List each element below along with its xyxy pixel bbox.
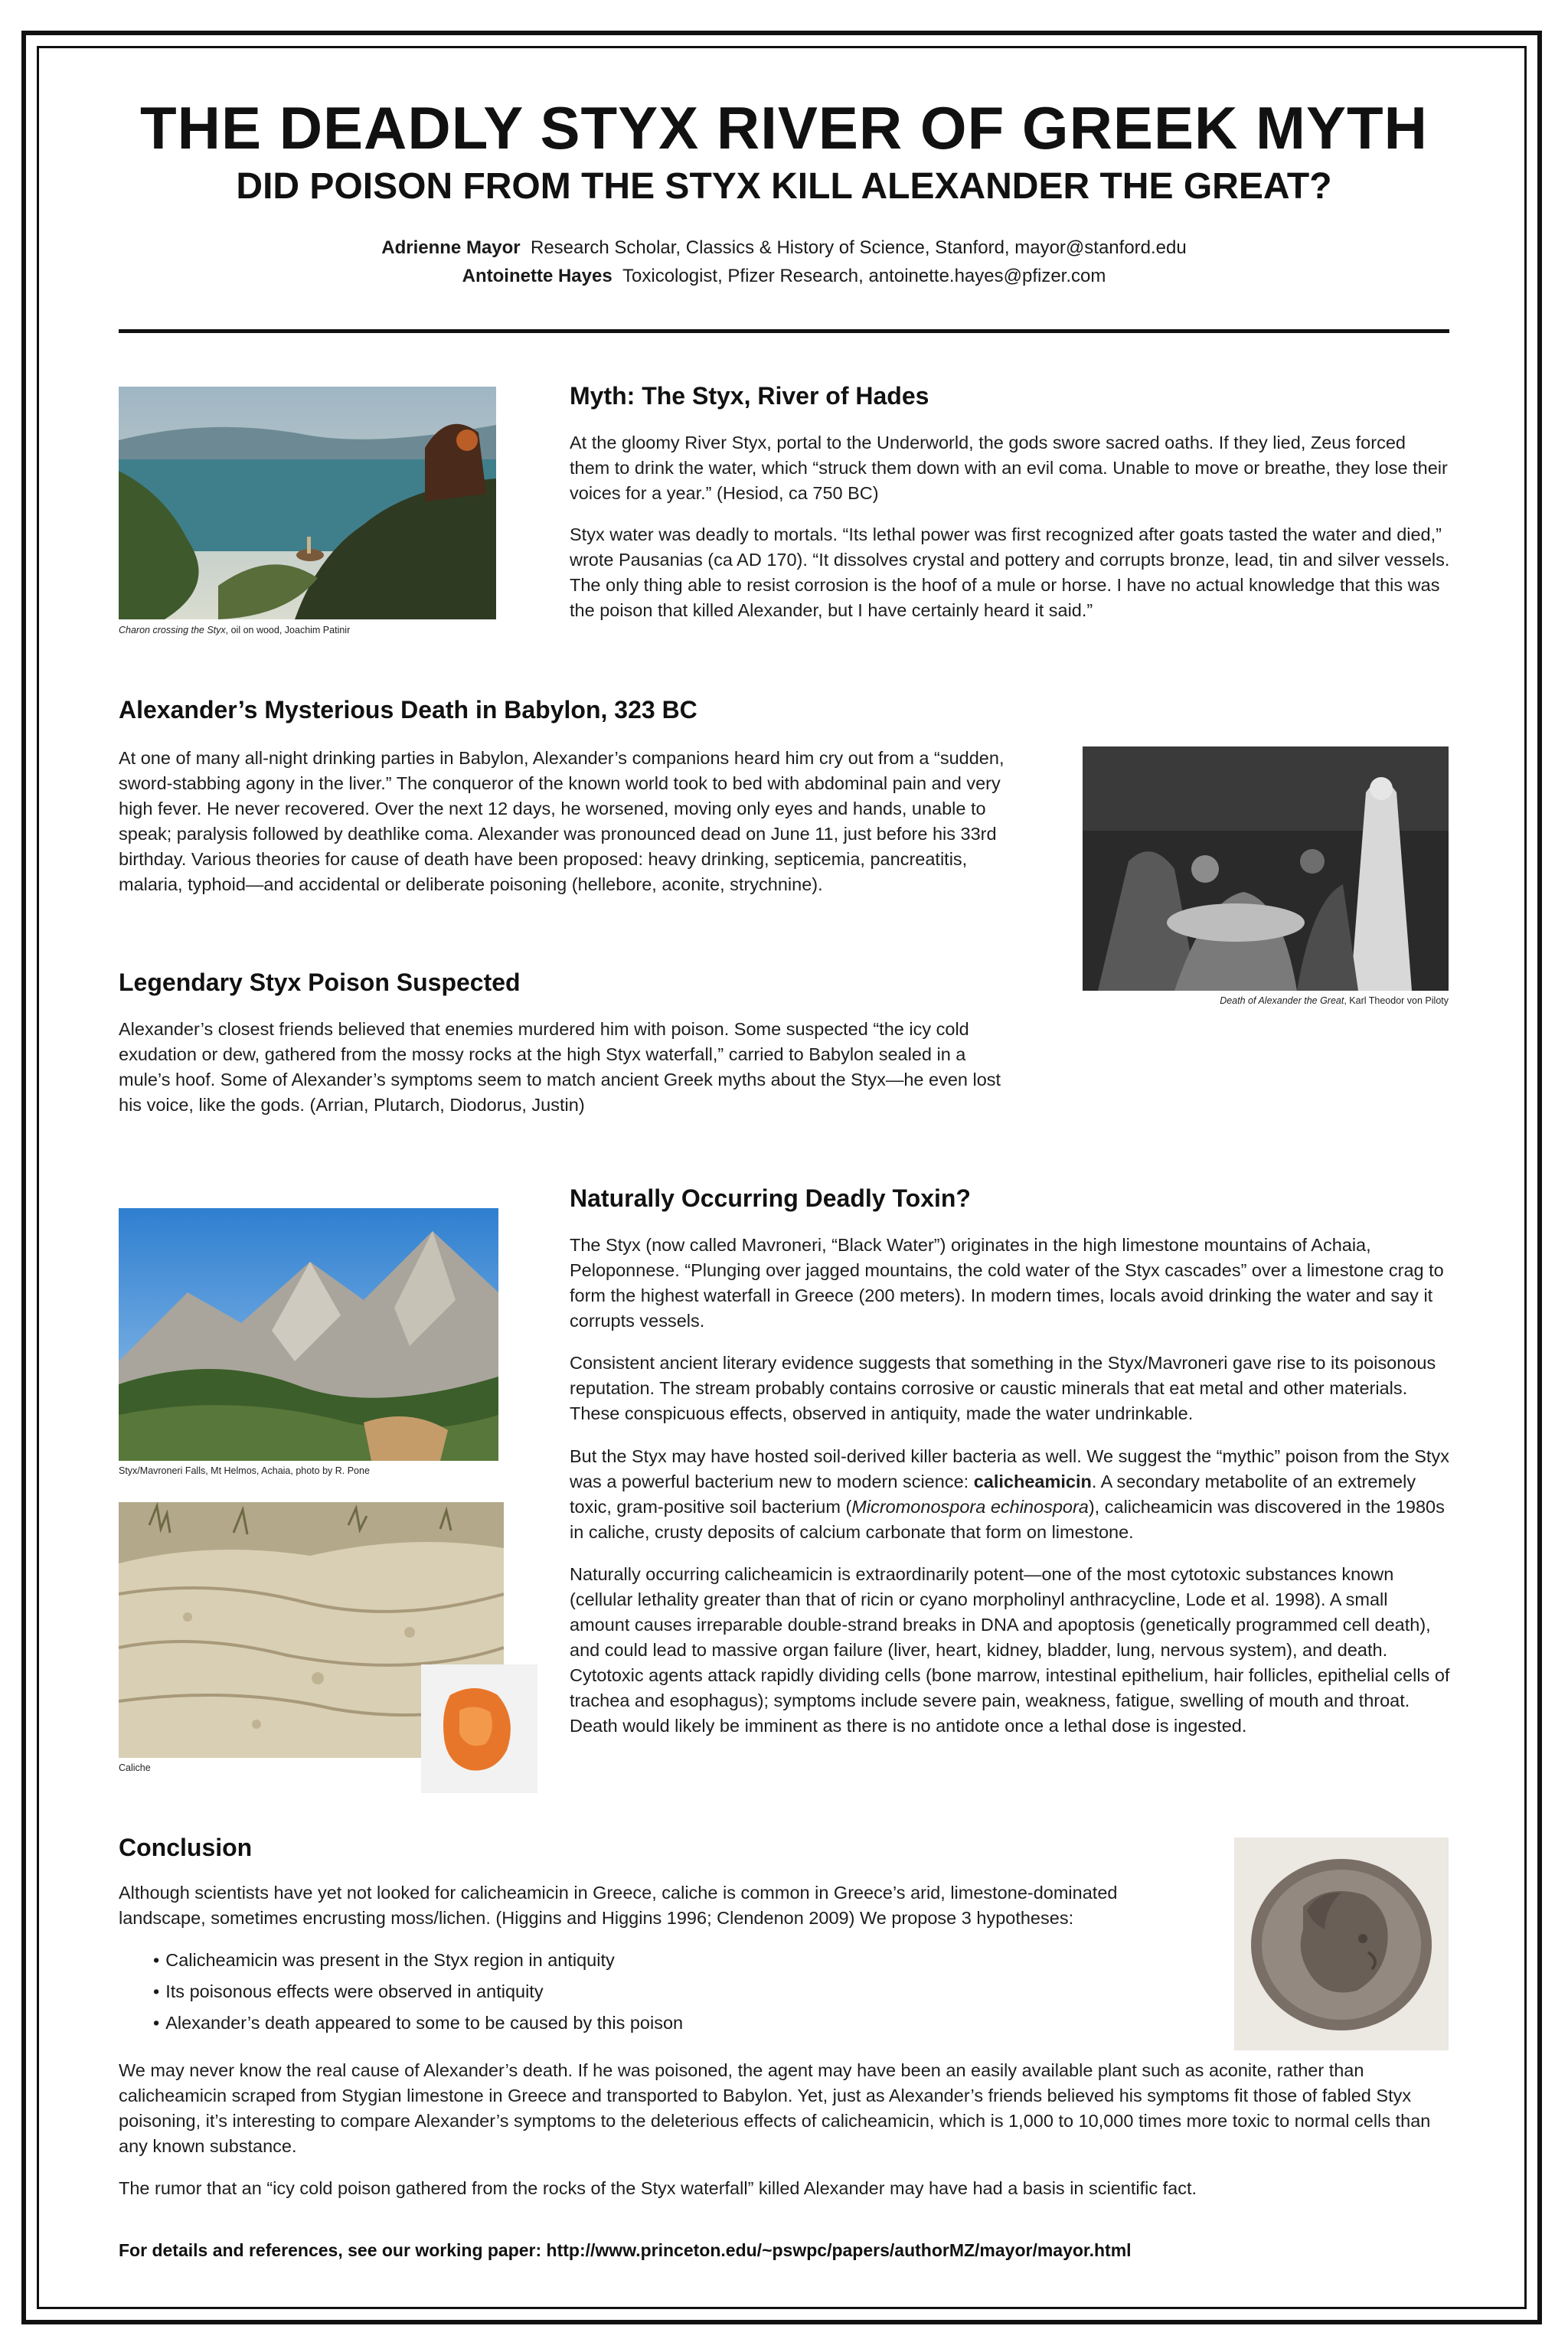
hypotheses-list	[153, 1945, 683, 2039]
myth-heading: Myth: The Styx, River of Hades	[570, 382, 929, 410]
myth-paragraph-2: Styx water was deadly to mortals. “Its lethal power was first recognized after goats tasted the water and died,” wrote Pausanias (ca AD 170). “It dissolves crystal and pottery and corrupts bronze, lead, tin and silver vessels. The only thing able to resist corrosion is the hoof of a mule or horse. I have no actual knowledge that this was the poison that killed Alexander, but I have certainly heard it said.”	[570, 524, 1450, 620]
text-run: ), calicheamicin was discovered in the 1980s in caliche, crusty deposits of calcium carbonate that form on limestone.	[570, 1497, 1445, 1542]
patinir-caption	[119, 625, 350, 635]
author-line-2	[0, 267, 1568, 286]
myth-paragraph-1: At the gloomy River Styx, portal to the Underworld, the gods swore sacred oaths. If they lied, Zeus forced them to drink the water, which “struck them down with an evil coma. Unable to move or breathe, they lose their voices for a year.” (Hesiod, ca 750 BC)	[570, 433, 1448, 503]
poster-title: THE DEADLY STYX RIVER OF GREEK MYTH	[140, 94, 1428, 162]
styx-falls-photo	[119, 1208, 498, 1461]
author-name: Antoinette Hayes	[462, 266, 612, 286]
conclusion-paragraph-3: The rumor that an “icy cold poison gathered from the rocks of the Styx waterfall” killed Alexander may have had a basis in scientific fact.	[119, 2178, 1197, 2198]
piloty-caption	[1083, 995, 1449, 1006]
conclusion-paragraph-2: We may never know the real cause of Alexander’s death. If he was poisoned, the agent may have been an easily available plant such as aconite, rather than calicheamicin scraped from Stygian limestone in Greece and transported to Babylon. Yet, just as Alexander’s friends believed his symptoms fit those of fabled Styx poisoning, it’s interesting to compare Alexander’s symptoms to the deleterious effects of calicheamicin, which is 1,000 to 10,000 times more toxic to normal cells than any known substance.	[119, 2060, 1431, 2156]
suspected-paragraph: Alexander’s closest friends believed that enemies murdered him with poison. Some suspected “the icy cold exudation or dew, gathered from the mossy rocks at the high Styx waterfall,” carried to Babylon sealed in a mule’s hoof. Some of Alexander’s symptoms seem to match ancient Greek myths about the Styx—he even lost his voice, like the gods. (Arrian, Plutarch, Diodorus, Justin)	[119, 1019, 1001, 1115]
caption-credit: , oil on wood, Joachim Patinir	[225, 625, 351, 635]
falls-caption: Styx/Mavroneri Falls, Mt Helmos, Achaia, photo by R. Pone	[119, 1465, 370, 1476]
death-heading: Alexander’s Mysterious Death in Babylon, 323 BC	[119, 696, 697, 724]
author-affiliation: Toxicologist, Pfizer Research, antoinette.hayes@pfizer.com	[622, 266, 1106, 286]
caliche-sample-photo	[421, 1664, 537, 1793]
suspected-heading: Legendary Styx Poison Suspected	[119, 969, 521, 996]
toxin-heading: Naturally Occurring Deadly Toxin?	[570, 1184, 971, 1212]
text-run: . A secondary metabolite of an extremely toxic, gram-positive soil bacterium (	[570, 1472, 1416, 1517]
references-footer: For details and references, see our working paper: http://www.princeton.edu/~pswpc/papers/authorMZ/mayor/mayor.html	[119, 2240, 1132, 2260]
caption-credit: , Karl Theodor von Piloty	[1344, 995, 1449, 1006]
toxin-paragraph-4: Naturally occurring calicheamicin is extraordinarily potent—one of the most cytotoxic substances known (cellular lethality greater than that of ricin or cyano morpholinyl anthracycline, Lode et al. 1998). A small amount causes irreparable double-strand breaks in DNA and apoptosis (genetically programmed cell death), and could lead to massive organ failure (liver, heart, kidney, bladder, lung, nervous system), and death. Cytotoxic agents attack rapidly dividing cells (bone marrow, intestinal epithelium, hair follicles, epithelial cells of trachea and esophagus); symptoms include severe pain, weakness, fatigue, swelling of mouth and throat. Death would likely be imminent as there is no antidote once a lethal dose is ingested.	[570, 1564, 1450, 1736]
text-run: But the Styx may have hosted soil-derived killer bacteria as well. We suggest the “mythic” poison from the Styx was a powerful bacterium new to modern science:	[570, 1446, 1449, 1491]
caption-title: Charon crossing the Styx	[119, 625, 226, 635]
alexander-coin-image	[1234, 1838, 1449, 2050]
conclusion-paragraph-1: Although scientists have yet not looked for calicheamicin in Greece, caliche is common in Greece’s arid, limestone-dominated landscape, sometimes encrusting moss/lichen. (Higgins and Higgins 1996; Clendenon 2009) We propose 3 hypotheses:	[119, 1883, 1118, 1928]
patinir-painting-image	[119, 387, 496, 619]
caliche-caption: Caliche	[119, 1762, 151, 1773]
list-item: • Alexander’s death appeared to some to be caused by this poison	[153, 2007, 683, 2039]
conclusion-heading: Conclusion	[119, 1834, 253, 1861]
poster-subtitle: DID POISON FROM THE STYX KILL ALEXANDER THE GREAT?	[236, 166, 1332, 207]
toxin-paragraph-1: The Styx (now called Mavroneri, “Black Water”) originates in the high limestone mountains of Achaia, Peloponnese. “Plunging over jagged mountains, the cold water of the Styx cascades” over a limestone crag to form the highest waterfall in Greece (200 meters). In modern times, locals avoid drinking the water and say it corrupts vessels.	[570, 1235, 1444, 1331]
author-affiliation: Research Scholar, Classics & History of Science, Stanford, mayor@stanford.edu	[530, 237, 1187, 258]
author-line-1	[0, 239, 1568, 257]
toxin-paragraph-3	[570, 1444, 1450, 1545]
calicheamicin-term: calicheamicin	[973, 1472, 1092, 1491]
list-item: • Its poisonous effects were observed in antiquity	[153, 1976, 683, 2007]
toxin-paragraph-2: Consistent ancient literary evidence suggests that something in the Styx/Mavroneri gave rise to its poisonous reputation. The stream probably contains corrosive or caustic minerals that eat metal and other materials. These conspicuous effects, observed in antiquity, made the water undrinkable.	[570, 1353, 1436, 1423]
author-name: Adrienne Mayor	[381, 237, 521, 258]
piloty-painting-image	[1083, 746, 1449, 991]
death-paragraph: At one of many all-night drinking parties in Babylon, Alexander’s companions heard him cry out from a “sudden, sword-stabbing agony in the liver.” The conqueror of the known world took to bed with abdominal pain and very high fever. He never recovered. Over the next 12 days, he worsened, moving only eyes and hands, unable to speak; paralysis followed by deathlike coma. Alexander was pronounced dead on June 11, just before his 33rd birthday. Various theories for cause of death have been proposed: heavy drinking, septicemia, pancreatitis, malaria, typhoid—and accidental or deliberate poisoning (hellebore, aconite, strychnine).	[119, 748, 1004, 894]
species-name: Micromonospora echinospora	[851, 1497, 1089, 1517]
caption-title: Death of Alexander the Great	[1220, 995, 1344, 1006]
header-rule	[119, 329, 1449, 333]
list-item: • Calicheamicin was present in the Styx region in antiquity	[153, 1945, 683, 1976]
